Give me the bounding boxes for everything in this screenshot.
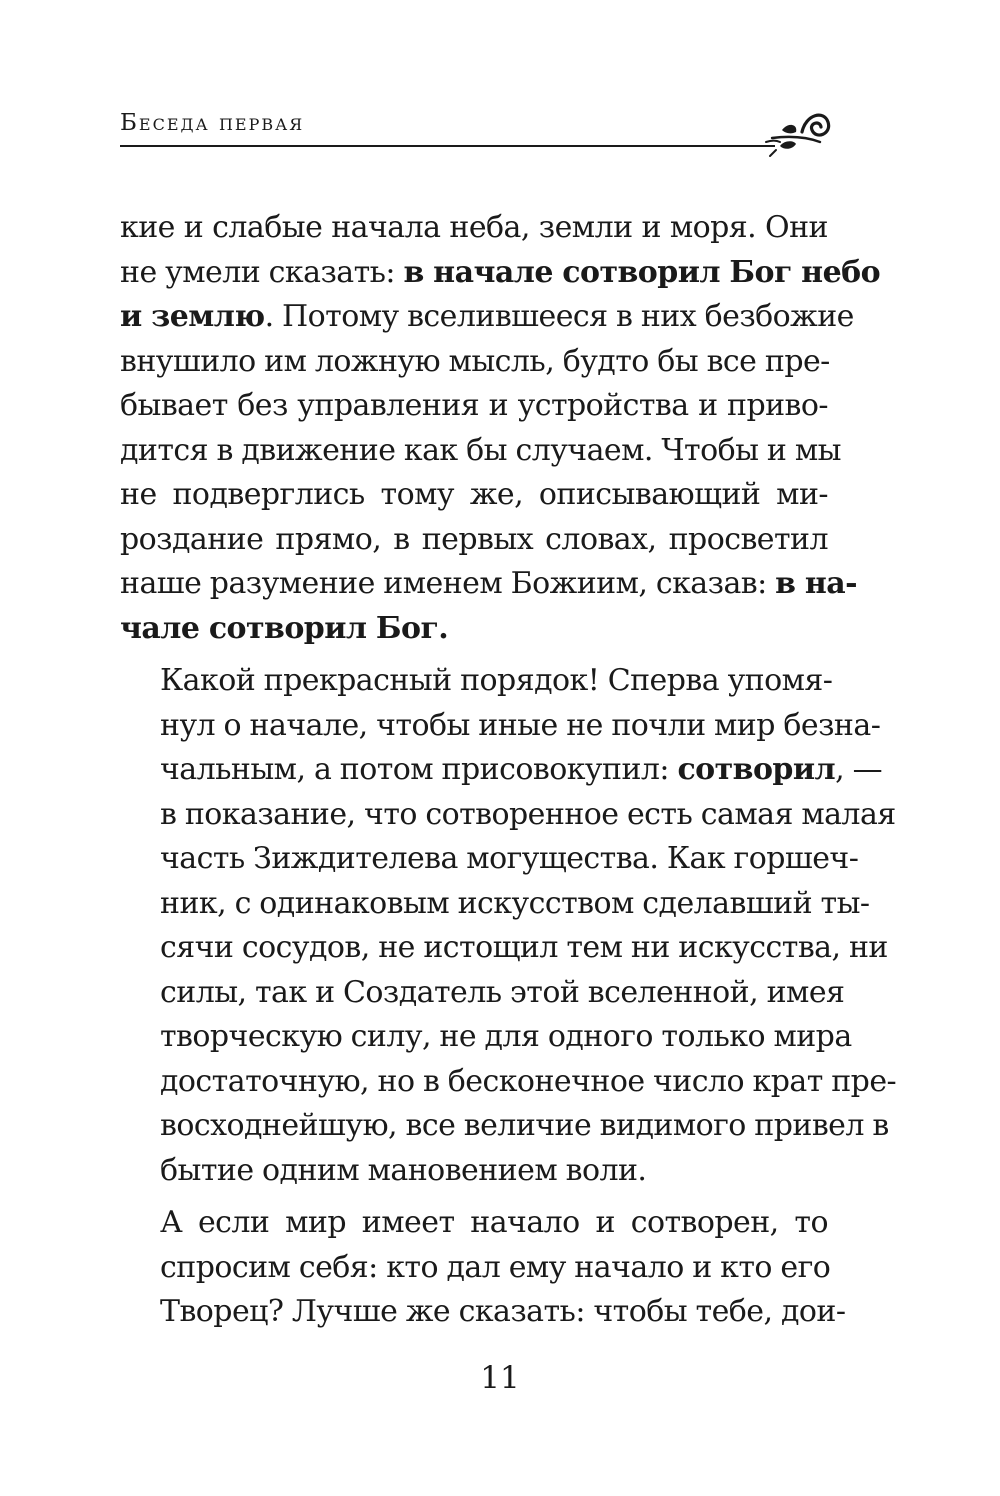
text-line (120, 704, 881, 749)
text-segment: не подверглись тому же, описывающий ми- (120, 477, 828, 512)
bold-quote: сотворил (677, 752, 836, 787)
paragraph-1 (120, 206, 881, 651)
running-head-title: Беседа первая (120, 110, 305, 136)
text-segment: творческую силу, не для одного только мира (160, 1019, 852, 1054)
text-segment: нул о начале, чтобы иные не почли мир безна- (160, 707, 881, 743)
text-segment: чальным, а потом присовокупил: (160, 752, 678, 787)
text-segment: сячи сосудов, не истощил тем ни искусства, ни (160, 930, 888, 965)
text-line (120, 295, 854, 340)
text-segment: Какой прекрасный порядок! Сперва упомя- (160, 663, 833, 698)
text-segment: А если мир имеет начало и сотворен, то (160, 1205, 828, 1240)
text-line (120, 793, 896, 838)
text-line (120, 926, 888, 971)
paragraph-2 (120, 659, 897, 1193)
text-segment: бытие одним мановением воли. (160, 1152, 647, 1188)
text-segment: кие и слабые начала неба, земли и моря. Они (120, 210, 828, 245)
text-segment: восходнейшую, все величие видимого привел в (160, 1108, 889, 1143)
text-line (120, 607, 828, 652)
paragraph-3 (120, 1201, 846, 1335)
text-line (120, 837, 859, 882)
bold-quote: чале сотворил Бог. (120, 610, 449, 646)
text-line (120, 518, 828, 563)
text-line (120, 748, 883, 793)
text-segment: , — (835, 752, 883, 787)
text-line (120, 340, 828, 385)
fleuron-ornament-icon (762, 96, 838, 158)
text-segment: не умели сказать: (120, 254, 404, 290)
body-text (120, 206, 897, 1335)
text-line (120, 1060, 897, 1105)
text-segment: Творец? Лучше же сказать: чтобы тебе, дои- (160, 1294, 846, 1329)
text-line (120, 659, 833, 704)
text-line (120, 1246, 831, 1291)
text-line (120, 882, 870, 927)
text-segment: дится в движение как бы случаем. Чтобы и мы (120, 432, 841, 468)
text-line (120, 384, 828, 429)
bold-quote: и землю (120, 299, 265, 334)
bold-quote: в на- (775, 566, 858, 601)
bold-quote: в начале сотворил Бог небо (403, 254, 881, 290)
text-segment: внушило им ложную мысль, будто бы все пре- (120, 343, 830, 379)
text-line (120, 429, 841, 474)
text-segment: наше разумение именем Божиим, сказав: (120, 566, 776, 601)
text-line (120, 473, 828, 518)
page-number: 11 (480, 1360, 520, 1396)
text-segment: силы, так и Создатель этой вселенной, имея (160, 974, 845, 1010)
text-line (120, 971, 845, 1016)
text-segment: бывает без управления и устройства и приво- (120, 388, 828, 423)
text-segment: в показание, что сотворенное есть самая малая (160, 796, 896, 832)
text-line (120, 1201, 828, 1246)
header-rule (120, 145, 775, 147)
text-line (120, 206, 828, 251)
text-segment: ник, с одинаковым искусством сделавший ты- (160, 885, 870, 921)
text-line (120, 1015, 852, 1060)
text-line (120, 1149, 828, 1194)
text-segment: . Потому вселившееся в них безбожие (264, 299, 854, 334)
text-line (120, 251, 881, 296)
text-line (120, 1290, 846, 1335)
text-line (120, 562, 858, 607)
text-segment: роздание прямо, в первых словах, просветил (120, 521, 828, 557)
text-segment: спросим себя: кто дал ему начало и кто его (160, 1249, 831, 1285)
text-segment: часть Зиждителева могущества. Как горшеч- (160, 841, 859, 876)
text-line (120, 1104, 889, 1149)
text-segment: достаточную, но в бесконечное число крат пре- (160, 1063, 897, 1099)
